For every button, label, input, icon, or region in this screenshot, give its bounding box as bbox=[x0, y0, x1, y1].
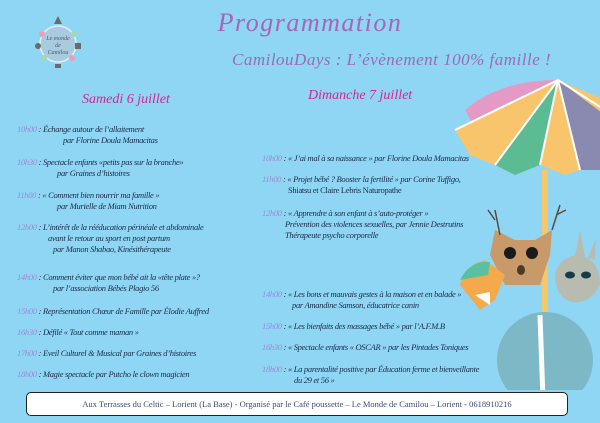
svg-text:Le monde: Le monde bbox=[46, 36, 70, 42]
svg-text:Camilou: Camilou bbox=[47, 50, 69, 56]
umbrella-animals-illustration bbox=[440, 70, 600, 390]
schedule-item: 17h00 : Eveil Culturel & Musical par Graines d’histoires bbox=[17, 348, 197, 358]
schedule-item: 16h30 : Défilé « Tout comme maman » bbox=[17, 327, 139, 337]
schedule-item: 12h00 : « Apprendre à son enfant à s’auto-protéger » Prévention des violences sexuelles, par Jennie Destrutins Thérapeute psycho corporelle bbox=[262, 208, 464, 240]
page-subtitle: CamilouDays : L’évènement 100% famille ! bbox=[232, 50, 552, 69]
svg-text:de: de bbox=[55, 43, 61, 49]
saturday-heading: Samedi 6 juillet bbox=[82, 92, 170, 107]
schedule-item: 10h00 : « J’ai mal à sa naissance » par Florine Doula Mamacitas bbox=[262, 153, 469, 163]
footer-info-box: Aux Terrasses du Celtic – Lorient (La Base) - Organisé par le Café poussette – Le Monde de Camilou – Lorient - 0618910216 bbox=[26, 392, 568, 416]
schedule-item: 18h00 : Magie spectacle par Putcho le clown magicien bbox=[17, 369, 190, 379]
schedule-item: 18h00 : « La parentalité positive par Éducation ferme et bienveillante du 29 et 56 » bbox=[262, 364, 480, 385]
schedule-item: 10h00 : Échange autour de l’allaitement par Florine Doula Mamacitas bbox=[17, 124, 158, 145]
schedule-item: 15h00 : Représentation Chœur de Famille par Élodie Auffred bbox=[17, 306, 209, 316]
schedule-item: 14h00 : Comment éviter que mon bébé ait la «tête plate »? par l’association Bébés Plagio 56 bbox=[17, 272, 200, 293]
schedule-item: 10h30 : Spectacle enfants «petits pas sur la branche» par Graines d’histoires bbox=[17, 157, 184, 178]
sunday-heading: Dimanche 7 juillet bbox=[308, 88, 413, 103]
schedule-item: 11h00 : « Comment bien nourrir ma famille » par Murielle de Miam Nutrition bbox=[17, 190, 160, 211]
schedule-item: 12h00 : L’intérêt de la rééducation périnéale et abdominale avant le retour au sport en post partum par Manon Shabao, Kinésithérapeute bbox=[17, 222, 204, 254]
schedule-item: 11h00 : « Projet bébé ? Booster la fertilité » par Corine Tuffigo, Shiatsu et Claire Lebris Naturopathe bbox=[262, 174, 461, 195]
schedule-item: 16h30 : « Spectacle enfants « OSCAR » par les Pintades Toniques bbox=[262, 342, 469, 352]
page-title: Programmation bbox=[217, 8, 403, 37]
schedule-item: 14h00 : « Les bons et mauvais gestes à la maison et en balade » par Amandine Samson, éducatrice canin bbox=[262, 289, 462, 310]
schedule-item: 15h00 : « Les bienfaits des massages bébé » par l’A.F.M.B bbox=[262, 321, 445, 331]
